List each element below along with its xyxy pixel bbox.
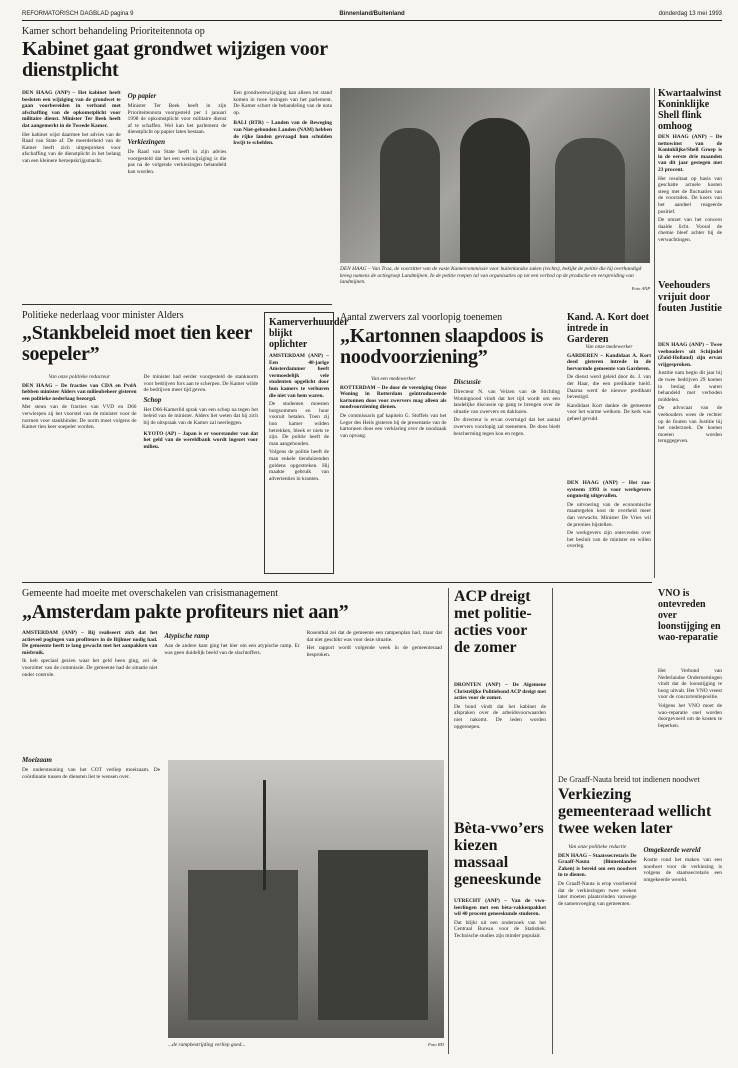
art4-subhead: Discussie	[453, 378, 481, 386]
photo-building-right	[318, 850, 428, 1020]
art1-para: Het kabinet wijst daarmee het advies van de Raad van State af. De meerderheid van de Kamer heeft zich uitgesproken voor afschaffing van de dienstplicht in het belang van een kleinere beroepskrijgsmacht.	[22, 131, 121, 164]
column-rule	[448, 588, 449, 1054]
art11-headline: ACP dreigt met politie-acties voor de zomer	[454, 588, 532, 656]
photo-petition-caption	[340, 266, 650, 296]
art1-subhead: Verkiezingen	[127, 137, 166, 146]
art1-headline: Kabinet gaat grondwet wijzigen voor dienstplicht	[22, 38, 328, 81]
art1-subhead: Op papier	[127, 92, 157, 100]
art12-lead: UTRECHT (ANP) – Van de vwo-leerlingen met een bèta-vakkenpakket wil 40 procent geneeskunde studeren.	[454, 898, 546, 918]
art3-box	[264, 312, 349, 574]
art13-para: De Graaff-Nauta is erop voorbereid dat de verkiezingen twee weken later moeten plaatsvinden vanwege de samenvoeging van gemeenten.	[558, 880, 637, 907]
photo-credit: Foto ANP	[631, 285, 650, 291]
column-rule	[654, 88, 655, 578]
art13-para: Kostte rond het maken van een noodwet voor de verkiezing is volgens de staatssecretaris een omgekeerde wereld.	[643, 857, 722, 883]
section-rule	[22, 582, 652, 583]
art4-lead: ROTTERDAM – De door de vereniging Onze Woning in Rotterdam geïntroduceerde kartonnen doos voor zwervers mag alleen als noodvoorziening dienen.	[340, 384, 447, 411]
art5-lead: GARDEREN – Kandidaat A. Kort deed gisteren intrede in de hervormde gemeente van Garderen.	[567, 352, 651, 372]
art2-lead: DEN HAAG – De fracties van CDA en PvdA hebben minister Alders van milieubeheer gisteren een politieke nederlaag bezorgd.	[22, 382, 137, 402]
art10-lead: AMSTERDAM (ANP) – Bij realiseert zich dat het actieveel pogingen van profiteurs in de Bijlmer nodig had. De gemeente heeft te lang gewacht met het aanpakken van misbruik.	[22, 630, 158, 656]
art11-lead: DRONTEN (ANP) – De Algemene Christelijke Politiebond ACP dreigt met acties voor de zomer.	[454, 682, 546, 702]
art7-para: Justitie nam begin dit jaar bij de twee bedrijven 29 koeien in beslag die waren behandeld met verboden middelen.	[658, 370, 722, 403]
art10-kicker: Gemeente had moeite met overschakelen van crisismanagement	[22, 588, 279, 599]
art2-subhead: Schop	[143, 395, 162, 404]
art5-para: De dienst werd geleid door ds. J. van der Haar, die een predikatie hield. Daarna werd de nieuwe predikant bevestigd.	[567, 374, 651, 401]
art8-body	[567, 480, 651, 576]
art1-para: Een grondwetswijziging kan alleen tot stand komen in twee lezingen van het parlement. De Kamer schort de behandeling van de nota op.	[233, 90, 333, 116]
section-rule	[22, 304, 332, 305]
art6-para: De omzet van het concern daalde licht. Vooral de chemie bleef achter bij de verwachtingen.	[658, 217, 722, 243]
art1-brief: BALI (RTR) – Landen van de Beweging van Niet-gebonden Landen (NAM) hebben de rijke landen gevraagd hun schulden kwijt te schelden.	[233, 120, 333, 147]
art2-byline: Van onze politieke redacteur	[48, 374, 110, 380]
art10-headline: „Amsterdam pakte profiteurs niet aan”	[22, 601, 349, 623]
art1-para: De Raad van State heeft in zijn advies voorgesteld dat het een wetswijziging is die pas na de volgende verkiezingen behandeld kan worden.	[127, 148, 227, 175]
art10-para: Ik heb speciaal gezien waar het geld heen ging, zei de voorzitter van de commissie. De gemeente had de situatie niet onder controle.	[22, 658, 158, 678]
art1-para: Minister Ter Beek heeft in zijn Prioriteitennota voorgesteld per 1 januari 1998 de opkomstplicht voor militaire dienst af te schaffen. Wel kan het parlement de dienstplicht op papier laten bestaan.	[127, 103, 227, 136]
art4-headline: „Kartonnen slaapdoos is noodvoorziening”	[340, 325, 544, 368]
photo-credit: Foto RD	[428, 1042, 444, 1047]
photo-figure-right	[555, 138, 625, 263]
art2-para: De minister had eerder voorgesteld de stanknorm voor bedrijven fors aan te scherpen. De Kamer wilde de bedrijven meer tijd geven.	[143, 374, 258, 394]
caption-text: ...de rampbestrijding verliep goed...	[168, 1042, 246, 1048]
art5-byline: Van onze medewerker	[585, 344, 633, 350]
art3-body	[269, 353, 329, 482]
art2-kicker: Politieke nederlaag voor minister Alders	[22, 310, 184, 321]
art13-headline: Verkiezing gemeenteraad wellicht twee weken later	[558, 786, 712, 837]
photo-bijlmer-flats	[168, 760, 444, 1038]
art2-para: Het D66-Kamerlid sprak van een schop na tegen het beleid van de minister. Alders liet weten dat hij zich bij de uitspraak van de Kamer zal neerleggen.	[143, 406, 258, 426]
photo-figure-center	[460, 118, 530, 263]
photo-petition	[340, 88, 650, 263]
photo-figure-left	[380, 128, 440, 263]
art10-para: Het rapport wordt volgende week in de gemeenteraad besproken.	[306, 645, 442, 658]
masthead	[22, 8, 722, 21]
masthead-date: donderdag 13 mei 1993	[658, 11, 722, 17]
art4-para: Directeur N. van Velzen van de Stichting Woningnood vindt dat het tijd wordt om een landelijke discussie op gang te brengen over de situatie van zwervers en daklozen.	[453, 389, 560, 415]
art2-brief: KYOTO (AP) – Japan is er voorstander van dat het geld van de wereldbank wordt ingezet voor milieu.	[143, 430, 258, 450]
art8-lead: DEN HAAG (ANP) – Het rao-systeem 1993 is voor werkgevers ongunstig uitgevallen.	[567, 480, 651, 500]
art11-body	[454, 682, 546, 812]
art5-body	[567, 344, 651, 474]
art13-kicker: De Graaff-Nauta breid tot indienen noodwet	[558, 775, 700, 784]
art5-headline: Kand. A. Kort doet intrede in Garderen	[567, 312, 649, 345]
art13-subhead: Omgekeerde wereld	[643, 846, 701, 854]
art11-para: De bond vindt dat het kabinet de afspraken over de arbeidsvoorwaarden niet nakomt. De leden worden opgeroepen.	[454, 703, 546, 730]
caption-text: DEN HAAG – Van Traa, de voorzitter van de vaste Kamercommissie voor buitenlandse zaken (rechts), bekijkt de petitie die hij overhandigd kreeg namens de actiegroep Landmijnen. In de petitie roepen tal van organisaties op tot een verbod op de productie en verspreiding van landmijnen.	[340, 266, 642, 286]
newspaper-page	[22, 8, 722, 1060]
art4-kicker: Aantal zwervers zal voorlopig toenemen	[340, 312, 503, 323]
masthead-paper-name: REFORMATORISCH DAGBLAD pagina 9	[22, 11, 134, 17]
art8-para: De werkgevers zijn ontevreden over het besluit van de minister en willen overleg.	[567, 530, 651, 550]
art10-subhead: Atypische ramp	[164, 632, 210, 640]
art2-para: Met steun van de fracties van VVD en D66 verwierpen zij het voorstel van de minister voor de normen voor stankhinder. De norm moet volgens de Kamer tien keer soepeler worden.	[22, 404, 137, 431]
art5-para: Kandidaat Kort dankte de gemeente voor het warme welkom. De kerk was geheel gevuld.	[567, 402, 651, 422]
art7-lead: DEN HAAG (ANP) – Twee veehouders uit Schijndel (Zuid-Holland) zijn ervan vrijgesproken.	[658, 342, 722, 368]
art4-para: De directeur is ervan overtuigd dat het aantal zwervers voorlopig zal toenemen. De doos biedt bescherming tegen kou en regen.	[453, 417, 560, 437]
art4-byline: Van een medewerker	[370, 376, 416, 382]
art10-subhead: Moeizaam	[22, 756, 52, 764]
art10-para: De ondersteuning van het COT verliep moeizaam. De coördinatie tussen de diensten liet te wensen over.	[22, 767, 160, 780]
art12-headline: Bèta-vwo’ers kiezen massaal geneeskunde	[454, 820, 544, 888]
art7-body	[658, 342, 722, 572]
art7-para: De advocaat van de veehouders wees de rechter op de fouten van Justitie bij het onderzoek. De koeien moeten worden teruggegeven.	[658, 405, 722, 445]
art1-kicker: Kamer schort behandeling Prioriteitennota op	[22, 26, 205, 37]
art3-para: De studenten moesten borgsommen en huur vooruit betalen. Toen zij hun kamer wilden betrekken, bleek er niets te zijn. De politie heeft de man aangehouden.	[269, 401, 329, 447]
art12-body	[454, 898, 546, 1054]
art6-para: Het resultaat op basis van geschatte actuele kosten steeg met de fluctuaties van de voorraden. De koers van het aandeel reageerde positief.	[658, 175, 722, 215]
art6-lead: DEN HAAG (ANP) – De nettowinst van de Koninklijke/Shell Groep is in de eerste drie maanden van dit jaar gestegen met 23 procent.	[658, 134, 722, 173]
art13-lead: DEN HAAG – Staatssecretaris De Graaff-Nauta (Binnenlandse Zaken) is bereid om een noodwet in te dienen.	[558, 852, 637, 879]
art13-byline: Van onze politieke redactie	[568, 844, 627, 850]
photo-building-left	[188, 870, 298, 1020]
art6-body	[658, 134, 722, 274]
art12-para: Dat blijkt uit een onderzoek van het Centraal Bureau voor de Statistiek. Technische studies zijn minder populair.	[454, 919, 546, 939]
art4-para: De commissaris gaf kapitein G. Stoffels van het Leger des Heils gisteren bij de presentatie van de kartonnen doos een verklaring over de noodzaak van opvang.	[340, 412, 447, 439]
art1-lead: DEN HAAG (ANP) – Het kabinet heeft besloten een wijziging van de grondwet te gaan voorbereiden in verband met afschaffing van de opkomstplicht voor militaire dienst. Minister Ter Beek heeft dat aangemerkt in de Tweede Kamer.	[22, 90, 121, 129]
masthead-section: Binnenland/Buitenland	[339, 11, 405, 17]
art1-body	[22, 90, 332, 230]
art10-para: Aan de andere kant ging het hier om een atypische ramp. Er was geen duidelijk beeld van de slachtoffers.	[164, 643, 300, 656]
art10-para: Rosenthal zei dat de gemeente een rampenplan had, maar dat dat niet geschikt was voor deze situatie.	[306, 630, 442, 643]
art6-headline: Kwartaalwinst Koninklijke Shell flink omhoog	[658, 88, 722, 132]
art13-body	[558, 844, 722, 1054]
art9-body	[658, 668, 722, 768]
art9-para: Volgens het VNO moet de wao-reparatie snel worden doorgevoerd om de kosten te beperken.	[658, 702, 722, 729]
art8-para: De uitvoering van de economische maatregelen kost de overheid meer dan verwacht. Minister De Vries wil de premies bijstellen.	[567, 501, 651, 528]
art3-headline: Kamerverhuurder blijkt oplichter	[269, 317, 349, 350]
art7-headline: Veehouders vrijuit door fouten Justitie	[658, 280, 722, 314]
art3-para: Volgens de politie heeft de man enkele tienduizenden guldens opgestreken. Hij maakte gebruik van advertenties in kranten.	[269, 449, 329, 482]
column-rule	[552, 588, 553, 1054]
photo-crane	[263, 780, 266, 890]
art2-body	[22, 374, 258, 574]
art10-body	[22, 630, 442, 750]
photo-bijlmer-caption	[168, 1042, 444, 1054]
art9-para: Het Verbond van Nederlandse Ondernemingen vindt dat de loonstijging te hoog uitvalt. Het VNO vreest voor de concurrentiepositie.	[658, 668, 722, 701]
art10-body-cont	[22, 754, 160, 1054]
art9-headline: VNO is ontevreden over loonstijging en wao-reparatie	[658, 588, 721, 643]
art4-body	[340, 376, 560, 576]
art3-lead: AMSTERDAM (ANP) – Een 48-jarige Amsterdammer heeft vermoedelijk vele studenten opgelicht door hun kamers te verhuren die niet van hem waren.	[269, 353, 329, 399]
art2-headline: „Stankbeleid moet tien keer soepeler”	[22, 322, 252, 365]
